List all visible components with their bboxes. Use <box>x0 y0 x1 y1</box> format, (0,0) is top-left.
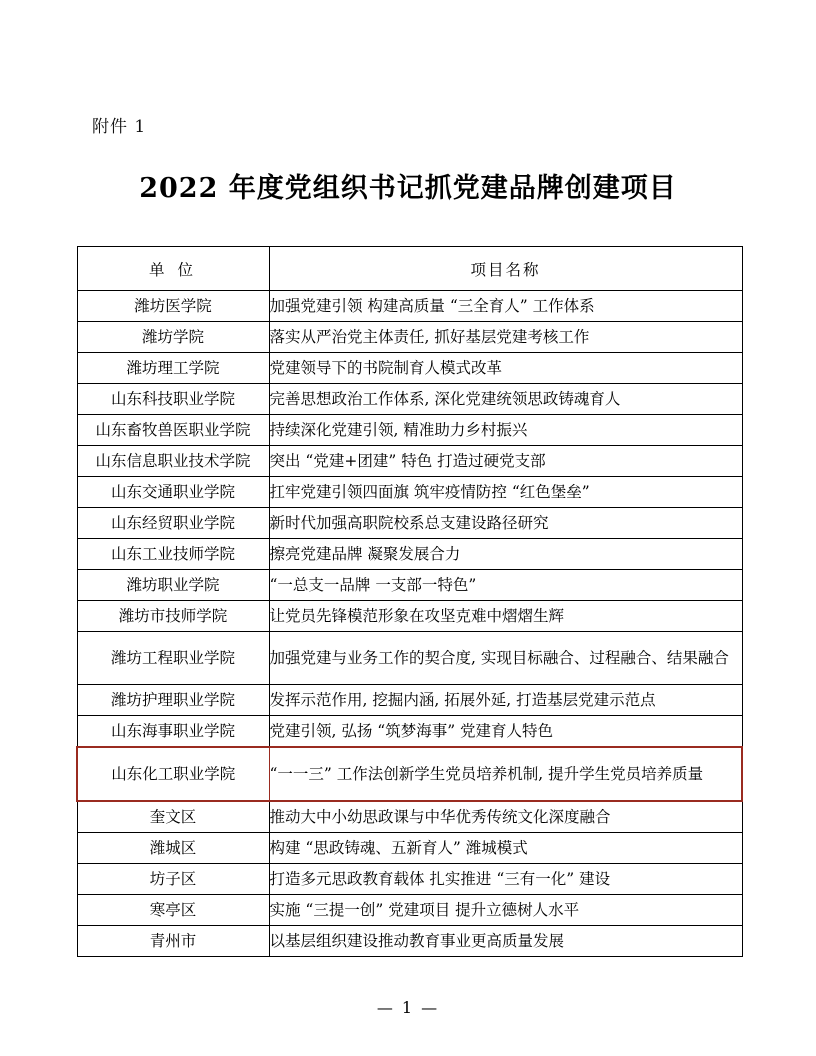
cell-project: “一总支一品牌 一支部一特色” <box>269 570 742 601</box>
cell-unit: 潍坊护理职业学院 <box>77 685 269 716</box>
column-header-unit: 单 位 <box>77 247 269 291</box>
cell-project: “一一三” 工作法创新学生党员培养机制, 提升学生党员培养质量 <box>269 747 742 801</box>
table-row <box>77 508 742 539</box>
cell-project: 推动大中小幼思政课与中华优秀传统文化深度融合 <box>269 801 742 833</box>
table-row <box>77 601 742 632</box>
table-row <box>77 415 742 446</box>
table-row <box>77 353 742 384</box>
cell-unit: 奎文区 <box>77 801 269 833</box>
cell-unit: 山东化工职业学院 <box>77 747 269 801</box>
cell-unit: 潍城区 <box>77 833 269 864</box>
cell-project: 让党员先锋模范形象在攻坚克难中熠熠生辉 <box>269 601 742 632</box>
cell-project: 扛牢党建引领四面旗 筑牢疫情防控 “红色堡垒” <box>269 477 742 508</box>
table-row <box>77 384 742 415</box>
page-title: 2022 年度党组织书记抓党建品牌创建项目 <box>139 173 677 204</box>
cell-project: 构建 “思政铸魂、五新育人” 潍城模式 <box>269 833 742 864</box>
table-row <box>77 926 742 957</box>
cell-project: 完善思想政治工作体系, 深化党建统领思政铸魂育人 <box>269 384 742 415</box>
table-body <box>77 291 742 957</box>
cell-project: 新时代加强高职院校系总支建设路径研究 <box>269 508 742 539</box>
cell-unit: 潍坊医学院 <box>77 291 269 322</box>
table-row <box>77 539 742 570</box>
cell-project: 加强党建引领 构建高质量 “三全育人” 工作体系 <box>269 291 742 322</box>
cell-unit: 山东交通职业学院 <box>77 477 269 508</box>
table-row <box>77 477 742 508</box>
cell-unit: 山东工业技师学院 <box>77 539 269 570</box>
table-header-row <box>77 247 742 291</box>
table-row <box>77 446 742 477</box>
table-row <box>77 747 742 801</box>
cell-unit: 潍坊市技师学院 <box>77 601 269 632</box>
cell-project: 打造多元思政教育载体 扎实推进 “三有一化” 建设 <box>269 864 742 895</box>
project-table <box>76 246 743 957</box>
cell-project: 发挥示范作用, 挖掘内涵, 拓展外延, 打造基层党建示范点 <box>269 685 742 716</box>
cell-unit: 潍坊学院 <box>77 322 269 353</box>
cell-unit: 潍坊工程职业学院 <box>77 632 269 685</box>
table-row <box>77 291 742 322</box>
cell-project: 擦亮党建品牌 凝聚发展合力 <box>269 539 742 570</box>
page-number: — 1 — <box>376 998 440 1017</box>
cell-project: 党建领导下的书院制育人模式改革 <box>269 353 742 384</box>
table-row <box>77 685 742 716</box>
cell-unit: 山东科技职业学院 <box>77 384 269 415</box>
cell-project: 党建引领, 弘扬 “筑梦海事” 党建育人特色 <box>269 716 742 748</box>
table-row <box>77 801 742 833</box>
cell-project: 加强党建与业务工作的契合度, 实现目标融合、过程融合、结果融合 <box>269 632 742 685</box>
table-row <box>77 570 742 601</box>
cell-project: 突出 “党建+团建” 特色 打造过硬党支部 <box>269 446 742 477</box>
table-row <box>77 864 742 895</box>
cell-unit: 山东信息职业技术学院 <box>77 446 269 477</box>
cell-project: 实施 “三提一创” 党建项目 提升立德树人水平 <box>269 895 742 926</box>
cell-unit: 青州市 <box>77 926 269 957</box>
table-row <box>77 833 742 864</box>
cell-unit: 山东经贸职业学院 <box>77 508 269 539</box>
cell-unit: 山东海事职业学院 <box>77 716 269 748</box>
cell-unit: 寒亭区 <box>77 895 269 926</box>
table-row <box>77 895 742 926</box>
cell-unit: 潍坊职业学院 <box>77 570 269 601</box>
table-row <box>77 632 742 685</box>
table-row <box>77 322 742 353</box>
cell-project: 持续深化党建引领, 精准助力乡村振兴 <box>269 415 742 446</box>
attachment-label: 附件 1 <box>92 117 147 137</box>
cell-unit: 坊子区 <box>77 864 269 895</box>
cell-project: 以基层组织建设推动教育事业更高质量发展 <box>269 926 742 957</box>
cell-unit: 潍坊理工学院 <box>77 353 269 384</box>
cell-project: 落实从严治党主体责任, 抓好基层党建考核工作 <box>269 322 742 353</box>
table-row <box>77 716 742 748</box>
cell-unit: 山东畜牧兽医职业学院 <box>77 415 269 446</box>
column-header-project: 项目名称 <box>269 247 742 291</box>
